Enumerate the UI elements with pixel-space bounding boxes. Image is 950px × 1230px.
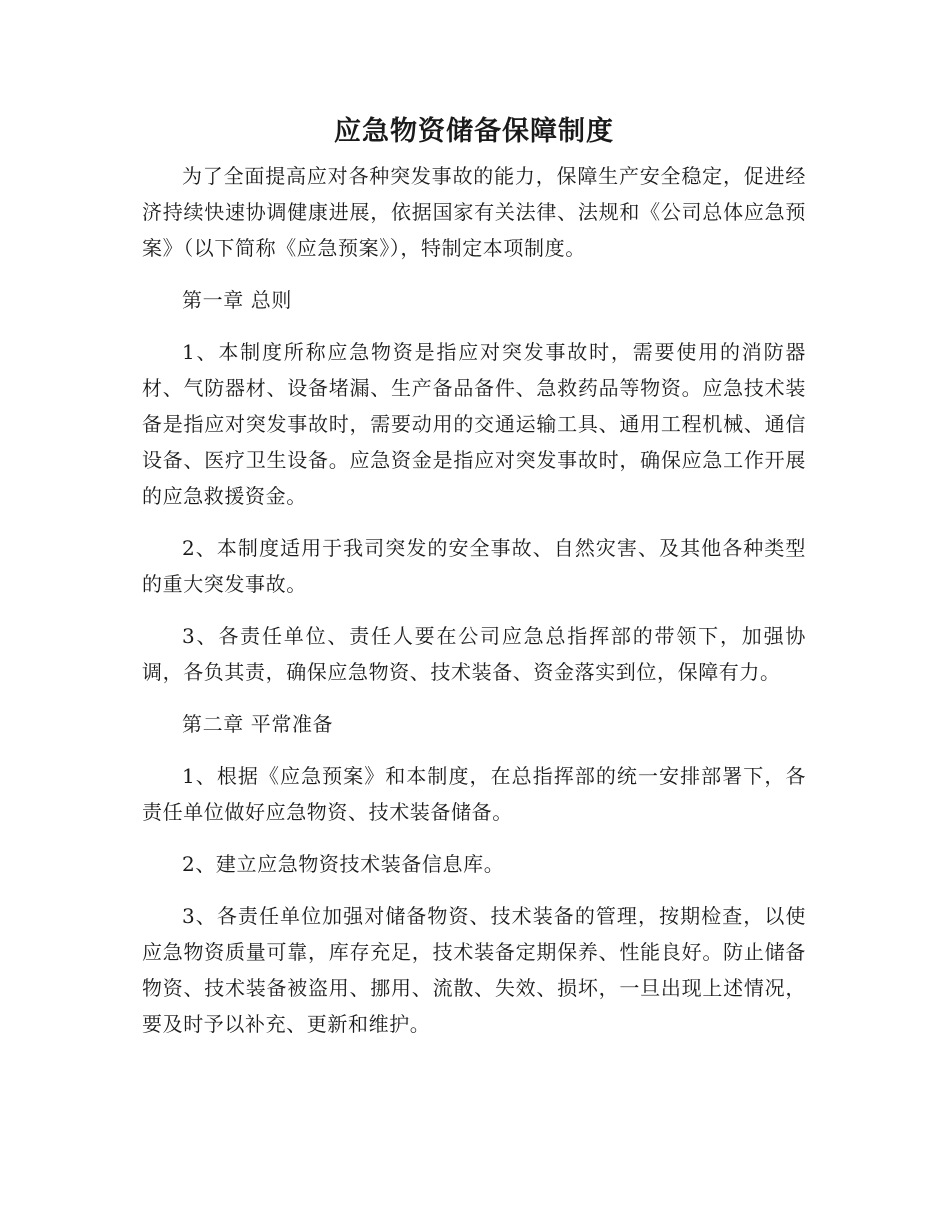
paragraph-1-3: 3、各责任单位、责任人要在公司应急总指挥部的带领下，加强协调，各负其责，确保应急物资、技术装备、资金落实到位，保障有力。 — [142, 624, 806, 684]
paragraph-1-2: 2、本制度适用于我司突发的安全事故、自然灾害、及其他各种类型的重大突发事故。 — [142, 536, 806, 596]
intro-paragraph: 为了全面提高应对各种突发事故的能力，保障生产安全稳定，促进经济持续快速协调健康进展，依据国家有关法律、法规和《公司总体应急预案》（以下简称《应急预案》），特制定本项制度。 — [142, 164, 806, 260]
chapter-heading-1: 第一章 总则 — [182, 288, 292, 312]
document-title: 应急物资储备保障制度 — [334, 116, 614, 147]
chapter-heading-2: 第二章 平常准备 — [182, 712, 334, 736]
paragraph-2-2: 2、建立应急物资技术装备信息库。 — [182, 852, 505, 876]
document-page — [142, 112, 806, 1058]
paragraph-1-1: 1、本制度所称应急物资是指应对突发事故时，需要使用的消防器材、气防器材、设备堵漏、生产备品备件、急救药品等物资。应急技术装备是指应对突发事故时，需要动用的交通运输工具、通用工程机械、通信设备、医疗卫生设备。应急资金是指应对突发事故时，确保应急工作开展的应急救援资金。 — [142, 340, 806, 508]
paragraph-2-3: 3、各责任单位加强对储备物资、技术装备的管理，按期检查，以使应急物资质量可靠，库存充足，技术装备定期保养、性能良好。防止储备物资、技术装备被盗用、挪用、流散、失效、损坏，一旦出现上述情况，要及时予以补充、更新和维护。 — [142, 904, 806, 1036]
paragraph-2-1: 1、根据《应急预案》和本制度，在总指挥部的统一安排部署下，各责任单位做好应急物资、技术装备储备。 — [142, 764, 806, 824]
